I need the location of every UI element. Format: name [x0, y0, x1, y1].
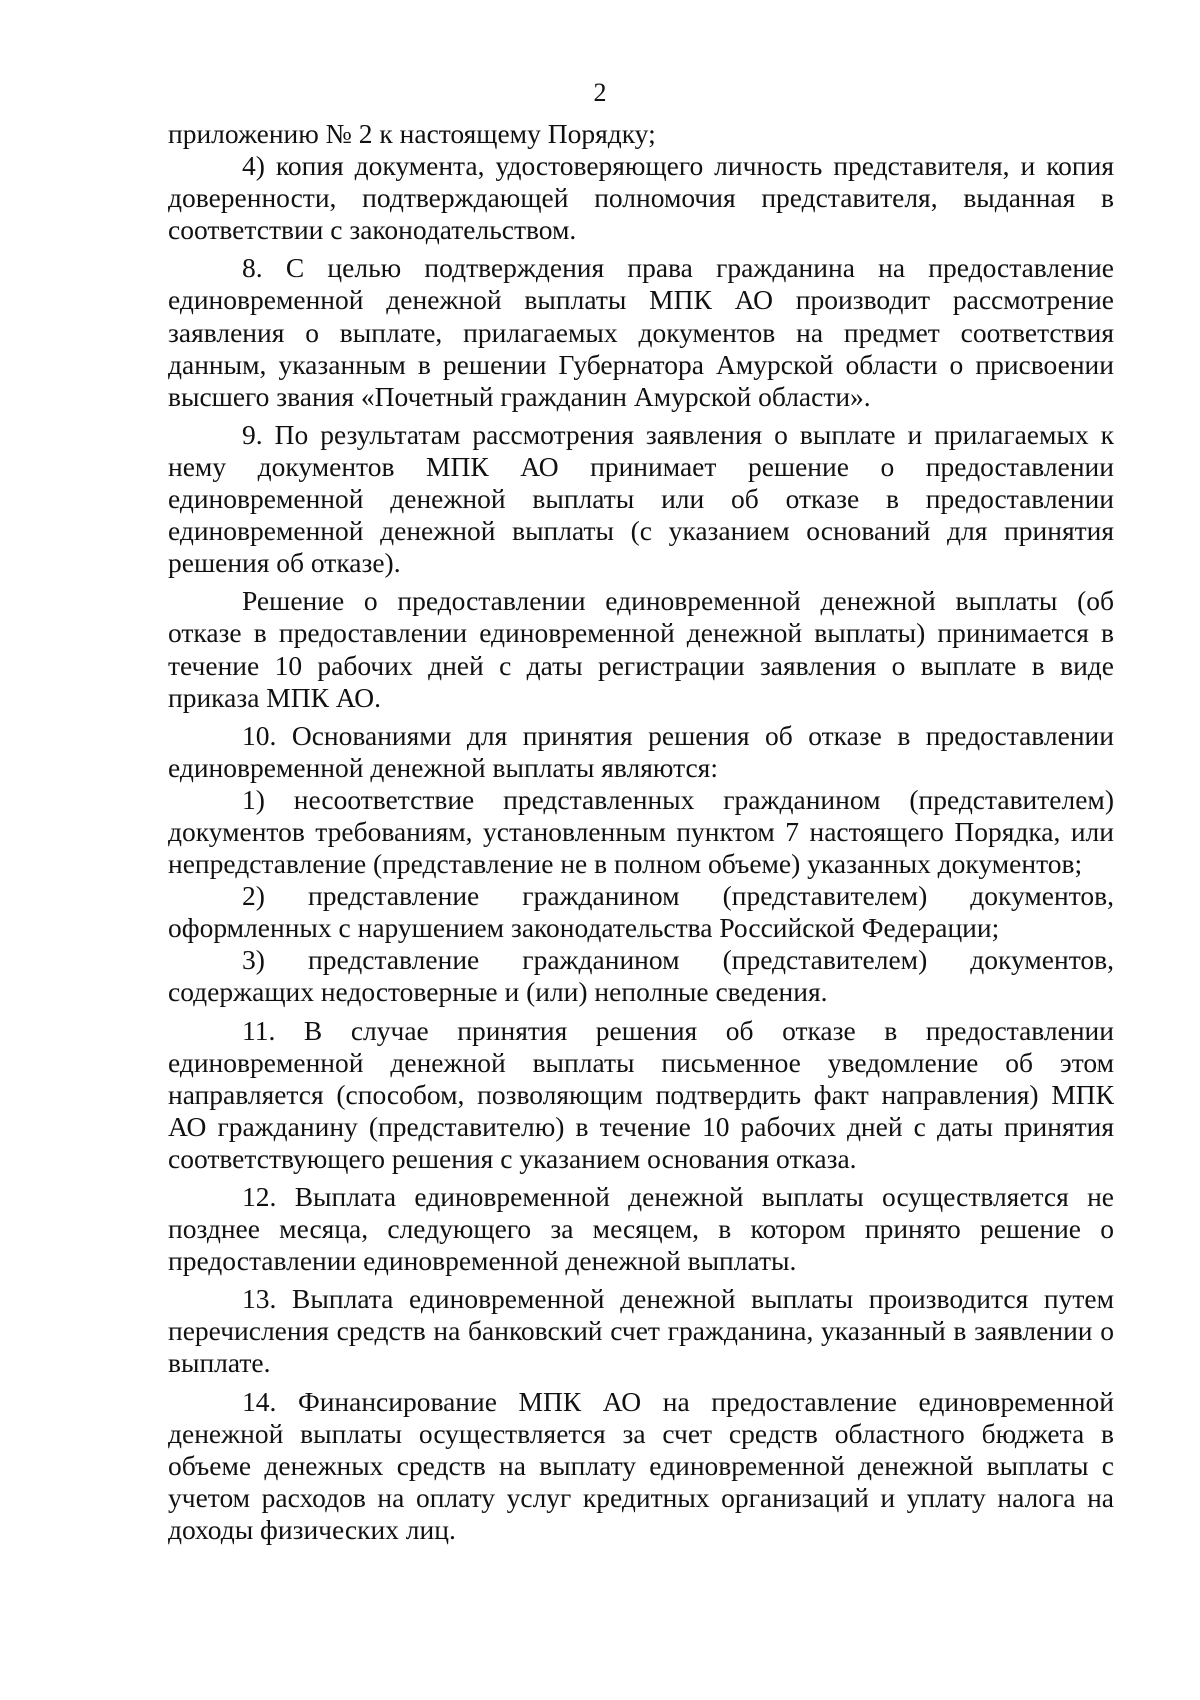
paragraph-reason-3: 3) представление гражданином (представителем) документов, содержащих недостоверные и (или) неполные сведения.: [168, 944, 1114, 1008]
paragraph-reason-1: 1) несоответствие представленных гражданином (представителем) документов требованиям, установленным пунктом 7 настоящего Порядка, или непредставление (представление не в полном объеме) указанных документов;: [168, 783, 1114, 880]
paragraph-clause-9: 9. По результатам рассмотрения заявления о выплате и прилагаемых к нему документов МПК АО принимает решение о предоставлении единовременной денежной выплаты или об отказе в предоставлении единовременной денежной выплаты (с указанием оснований для принятия решения об отказе).: [168, 418, 1114, 579]
page-number: 2: [593, 78, 607, 107]
paragraph-clause-13: 13. Выплата единовременной денежной выплаты производится путем перечисления средств на банковский счет гражданина, указанный в заявлении о выплате.: [168, 1283, 1114, 1379]
paragraph-clause-14: 14. Финансирование МПК АО на предоставление единовременной денежной выплаты осуществляется за счет средств областного бюджета в объеме денежных средств на выплату единовременной денежной выплаты с учетом расходов на оплату услуг кредитных организаций и уплату налога на доходы физических лиц.: [168, 1385, 1114, 1545]
paragraph-clause-8: 8. С целью подтверждения права гражданина на предоставление единовременной денежной выплаты МПК АО производит рассмотрение заявления о выплате, прилагаемых документов на предмет соответствия данным, указанным в решении Губернатора Амурской области о присвоении высшего звания «Почетный гражданин Амурской области».: [168, 252, 1114, 412]
paragraph-reason-2: 2) представление гражданином (представителем) документов, оформленных с нарушением законодательства Российской Федерации;: [168, 880, 1114, 944]
paragraph-clause-12: 12. Выплата единовременной денежной выплаты осуществляется не позднее месяца, следующего за месяцем, в котором принято решение о предоставлении единовременной денежной выплаты.: [168, 1181, 1114, 1277]
paragraph-continuation: приложению № 2 к настоящему Порядку;: [168, 118, 656, 149]
paragraph-item-4: 4) копия документа, удостоверяющего личность представителя, и копия доверенности, подтверждающей полномочия представителя, выданная в соответствии с законодательством.: [168, 150, 1114, 246]
paragraph-clause-11: 11. В случае принятия решения об отказе в предоставлении единовременной денежной выплаты письменное уведомление об этом направляется (способом, позволяющим подтвердить факт направления) МПК АО гражданину (представителю) в течение 10 рабочих дней с даты принятия соответствующего решения с указанием основания отказа.: [168, 1014, 1114, 1174]
document-body: [168, 118, 1114, 1546]
paragraph-decision-term: Решение о предоставлении единовременной денежной выплаты (об отказе в предоставлении единовременной денежной выплаты) принимается в течение 10 рабочих дней с даты регистрации заявления о выплате в виде приказа МПК АО.: [168, 585, 1114, 713]
paragraph-clause-10: 10. Основаниями для принятия решения об отказе в предоставлении единовременной денежной выплаты являются:: [168, 719, 1114, 783]
